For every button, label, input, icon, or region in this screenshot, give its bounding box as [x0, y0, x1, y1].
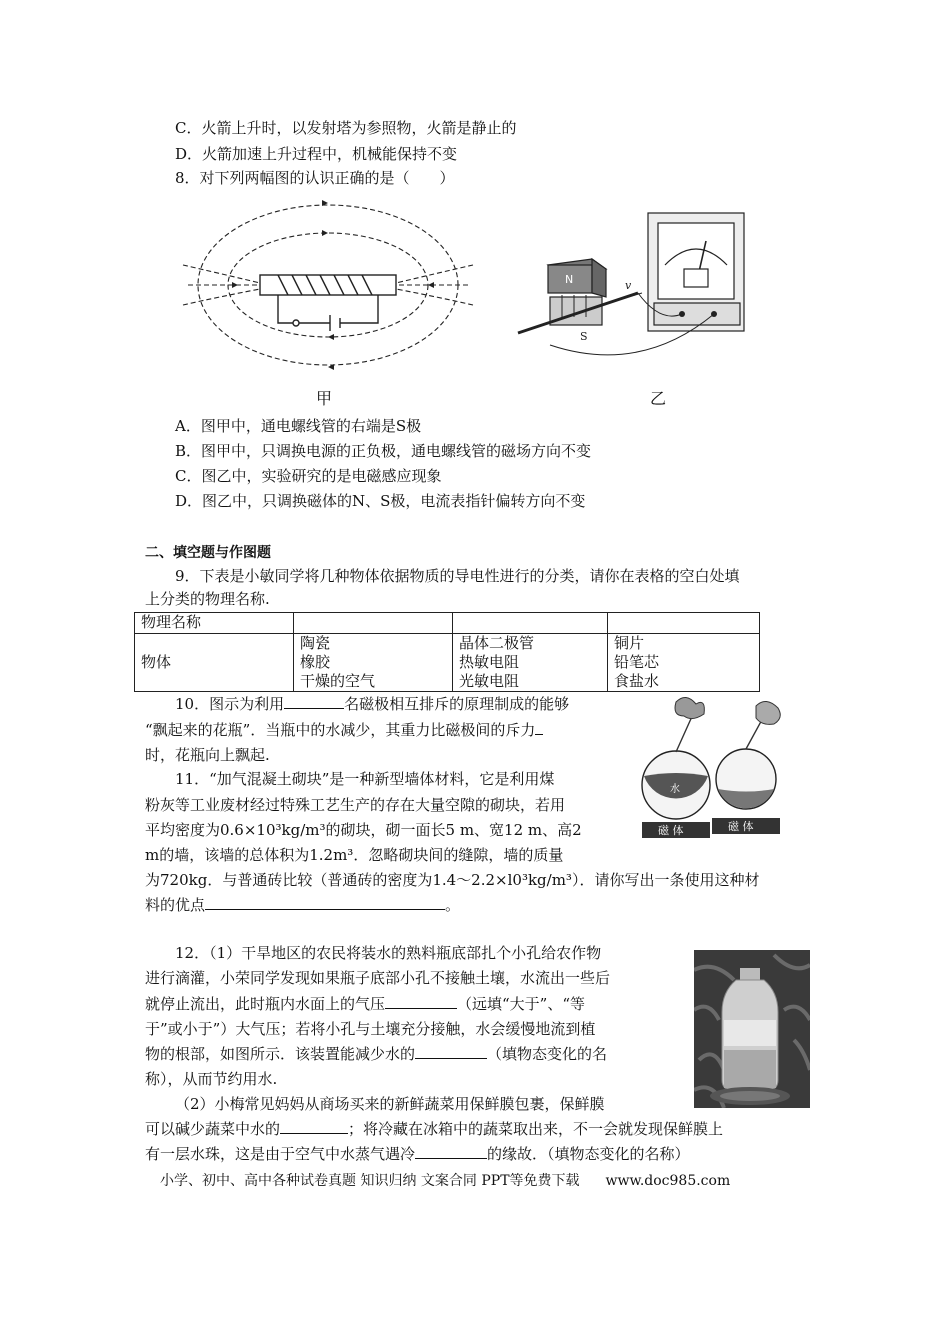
magnet-label-left: 磁 体	[658, 824, 684, 837]
floating-vase-figure	[634, 692, 790, 842]
q12-line-1: 12．（1）干旱地区的农民将装水的熟料瓶底部扎个小孔给农作物	[175, 944, 602, 962]
q11-line-2: 粉灰等工业废材经过特殊工艺生产的存在大量空隙的砌块，若用	[145, 796, 566, 814]
velocity-v-label: v	[625, 279, 632, 292]
q8-stem: 8．对下列两幅图的认识正确的是（ ）	[175, 169, 455, 187]
q10-line-2: “飘起来的花瓶”．当瓶中的水减少，其重力比磁极间的斥力	[145, 719, 543, 741]
q12-line-2: 进行滴灌，小荣同学发现如果瓶子底部小孔不接触土壤，水流出一些后	[145, 969, 611, 987]
solenoid-field-figure	[178, 185, 478, 385]
table-cell-conductors	[608, 634, 760, 692]
table-blank-cell-3[interactable]	[608, 613, 760, 634]
q8-option-a: A．图甲中，通电螺线管的右端是S极	[175, 417, 422, 435]
table-item: 食盐水	[614, 672, 660, 690]
q12-blank-3[interactable]	[280, 1118, 348, 1134]
section-title: 二、填空题与作图题	[145, 545, 271, 561]
q12-blank-4[interactable]	[415, 1143, 487, 1159]
q12-line-6: 称），从而节约用水.	[145, 1070, 278, 1088]
table-blank-cell-2[interactable]	[453, 613, 608, 634]
q7-option-d: D．火箭加速上升过程中，机械能保持不变	[175, 145, 458, 163]
induction-figure	[510, 205, 760, 385]
table-cell-insulators	[294, 634, 453, 692]
q8-option-c: C．图乙中，实验研究的是电磁感应现象	[175, 467, 442, 485]
table-row	[135, 634, 760, 692]
table-cell-semiconductors	[453, 634, 608, 692]
table-item: 晶体二极管	[459, 634, 535, 652]
q12-line-8: 可以碱少蔬菜中水的 ；将冷藏在冰箱中的蔬菜取出来，不一会就发现保鲜膜上	[145, 1120, 724, 1138]
q11-line-4: m的墙，该墙的总体积为1.2m³．忽略砌块间的缝隙，墙的质量	[145, 846, 564, 864]
q11-line-1: 11．“加气混凝土砌块”是一种新型墙体材料，它是利用煤	[175, 770, 555, 788]
q9-line-1: 9．下表是小敏同学将几种物体依据物质的导电性进行的分类，请你在表格的空白处填	[175, 567, 740, 585]
q12-line-4: 于”或小于”）大气压；若将小孔与土壤充分接触，水会缓慢地流到植	[145, 1020, 596, 1038]
conductivity-table	[134, 612, 760, 692]
magnet-label-right: 磁 体	[728, 820, 754, 833]
table-item: 铅笔芯	[614, 653, 660, 671]
q9-line-2: 上分类的物理名称.	[145, 590, 270, 608]
q10-line-3: 时，花瓶向上飘起.	[145, 746, 270, 764]
q11-line-3: 平均密度为0.6×10³kg/m³的砌块，砌一面长5 m、宽12 m、高2	[145, 821, 582, 839]
q10-blank-1[interactable]	[284, 693, 344, 709]
figure-caption-left: 甲	[316, 389, 333, 408]
table-item: 光敏电阻	[459, 672, 520, 690]
q10-blank-2[interactable]	[535, 719, 543, 735]
page-footer	[160, 1170, 730, 1190]
table-item: 橡胶	[300, 653, 331, 671]
water-label: 水	[670, 784, 680, 795]
q12-line-3: 就停止流出，此时瓶内水面上的气压 （远填“大于”、“等	[145, 995, 586, 1013]
q8-option-b: B．图甲中，只调换电源的正负极，通电螺线管的磁场方向不变	[175, 442, 592, 460]
footer-text: 小学、初中、高中各种试卷真题 知识归纳 文案合同 PPT等免费下载	[160, 1173, 580, 1189]
q12-line-5: 物的根部，如图所示．该装置能减少水的 （填物态变化的名	[145, 1045, 608, 1063]
q8-option-d: D．图乙中，只调换磁体的N、S极，电流表指针偏转方向不变	[175, 492, 586, 510]
table-item: 干燥的空气	[300, 672, 376, 690]
drip-bottle-photo	[694, 950, 810, 1108]
q11-line-6: 料的优点 。	[145, 896, 461, 914]
table-item: 陶瓷	[300, 634, 331, 652]
q12-line-7: （2）小梅常见妈妈从商场买来的新鲜蔬菜用保鲜膜包裹，保鲜膜	[175, 1095, 605, 1113]
q12-line-9: 有一层水珠，这是由于空气中水蒸气遇冷 的缘故．（填物态变化的名称）	[145, 1145, 690, 1163]
table-header-label: 物理名称	[135, 613, 294, 634]
q12-blank-1[interactable]	[385, 993, 457, 1009]
magnet-n-label: N	[565, 273, 574, 286]
q10-line-1: 10．图示为利用 名磁极相互排斥的原理制成的能够	[175, 695, 570, 713]
figure-caption-right: 乙	[650, 389, 667, 408]
q12-blank-2[interactable]	[415, 1043, 487, 1059]
q11-line-5: 为720kg．与普通砖比较（普通砖的密度为1.4～2.2×l0³kg/m³）．请你写出一条使用这种材	[145, 871, 760, 889]
table-row-label: 物体	[135, 634, 294, 692]
q7-option-c: C．火箭上升时，以发射塔为参照物，火箭是静止的	[175, 119, 517, 137]
table-item: 铜片	[614, 634, 645, 652]
footer-url[interactable]: www.doc985.com	[605, 1173, 731, 1189]
q11-blank[interactable]	[205, 894, 445, 910]
magnet-s-label: S	[580, 330, 588, 343]
table-blank-cell-1[interactable]	[294, 613, 453, 634]
table-item: 热敏电阻	[459, 653, 520, 671]
